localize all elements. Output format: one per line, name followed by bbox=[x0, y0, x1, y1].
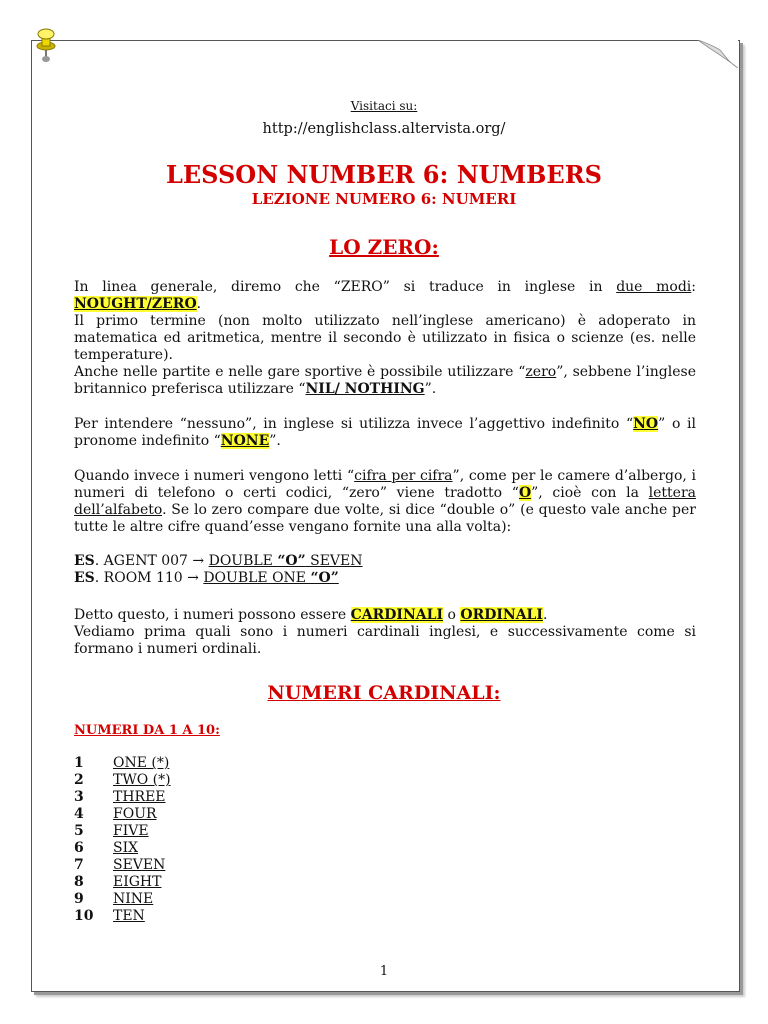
paragraph-cardinali-ordinali: Detto questo, i numeri possono essere CARDINALI o ORDINALI. Vediamo prima quali sono i numeri cardinali inglesi, e successivamente come si formano i numeri ordinali. bbox=[74, 607, 696, 657]
examples-block bbox=[74, 553, 696, 587]
list-item: 1 ONE (*) bbox=[74, 755, 170, 771]
example-line: ES. AGENT 007 → DOUBLE “O” SEVEN bbox=[74, 553, 363, 569]
site-url[interactable]: http://englishclass.altervista.org/ bbox=[262, 121, 506, 137]
list-item: 5 FIVE bbox=[74, 823, 149, 839]
visit-label: Visitaci su: bbox=[350, 99, 418, 113]
list-item: 7 SEVEN bbox=[74, 857, 166, 873]
example-line: ES. ROOM 110 → DOUBLE ONE “O” bbox=[74, 570, 339, 586]
numbers-list bbox=[74, 755, 171, 925]
pushpin-icon bbox=[32, 26, 62, 64]
paragraph-zero-intro: In linea generale, diremo che “ZERO” si traduce in inglese in due modi: NOUGHT/ZERO. Il primo termine (non molto utilizzato nell’inglese americano) è adoperato in matematica ed aritmetica, mentre il secondo è utilizzato in fisica o scienze (es. nelle temperature). Anche nelle partite e nelle gare sportive è possibile utilizzare “zero”, sebbene l’inglese britannico preferisca utilizzare “NIL/ NOTHING”. bbox=[74, 279, 697, 397]
section-heading-cardinal: NUMERI CARDINALI: bbox=[267, 682, 501, 704]
page-curl-corner bbox=[698, 40, 738, 68]
list-item: 3 THREE bbox=[74, 789, 166, 805]
list-item: 6 SIX bbox=[74, 840, 139, 856]
lesson-subtitle: LEZIONE NUMERO 6: NUMERI bbox=[251, 190, 517, 208]
paragraph-nessuno: Per intendere “nessuno”, in inglese si utilizza invece l’aggettivo indefinito “NO” o il pronome indefinito “NONE”. bbox=[74, 416, 696, 449]
list-item: 8 EIGHT bbox=[74, 874, 162, 890]
list-item: 9 NINE bbox=[74, 891, 154, 907]
section-heading-zero: LO ZERO: bbox=[329, 235, 439, 259]
list-item: 2 TWO (*) bbox=[74, 772, 171, 788]
subsection-heading: NUMERI DA 1 A 10: bbox=[74, 723, 220, 738]
list-item: 4 FOUR bbox=[74, 806, 157, 822]
list-item: 10 TEN bbox=[74, 908, 145, 924]
paragraph-cifra-per-cifra: Quando invece i numeri vengono letti “cifra per cifra”, come per le camere d’albergo, i numeri di telefono o certi codici, “zero” viene tradotto “O”, cioè con la lettera dell’alfabeto. Se lo zero compare due volte, si dice “double o” (e questo vale anche per tutte le altre cifre quand’esse vengano fornite una alla volta): bbox=[74, 468, 697, 535]
lesson-title: LESSON NUMBER 6: NUMBERS bbox=[165, 160, 603, 189]
page-number: 1 bbox=[379, 964, 389, 979]
